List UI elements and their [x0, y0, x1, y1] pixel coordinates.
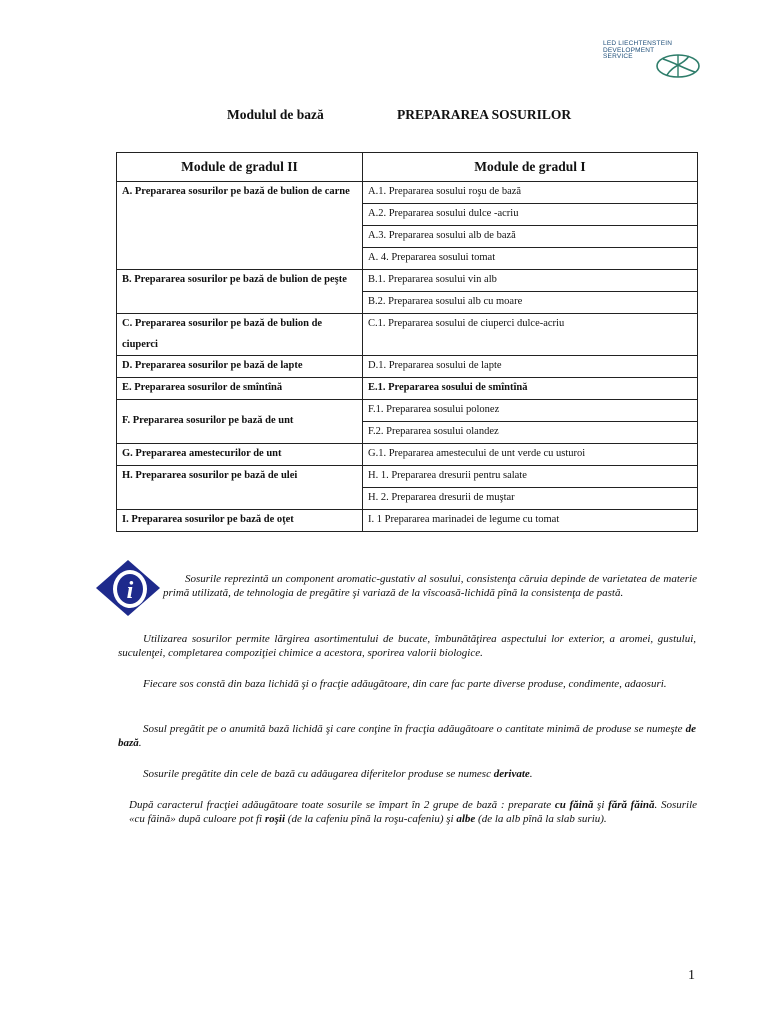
item-f1: F.1. Prepararea sosului polonez [363, 400, 698, 422]
paragraph-classification [129, 798, 697, 826]
group-b-label: B. Prepararea sosurilor pe bază de bulion de peşte [117, 270, 363, 314]
title-subject: PREPARAREA SOSURILOR [397, 107, 572, 122]
item-e1: E.1. Prepararea sosului de smîntînă [363, 378, 698, 400]
p4-term: de bază [118, 723, 696, 749]
table-row [117, 466, 698, 488]
item-b2: B.2. Prepararea sosului alb cu moare [363, 292, 698, 314]
group-a-label: A. Prepararea sosurilor pe bază de bulion de carne [117, 182, 363, 270]
group-d-label: D. Prepararea sosurilor pe bază de lapte [117, 356, 363, 378]
paragraph-definition: Sosurile reprezintă un component aromatic-gustativ al sosului, consistenţa căruia depinde de varietatea de materie primă utilizată, de tehnologia de pregătire şi variază de la vîscoasă-lichidă pînă la consistenţa de pastă. [163, 573, 697, 599]
svg-text:i: i [126, 578, 134, 604]
group-c-label: C. Prepararea sosurilor pe bază de bulion de ciuperci [117, 314, 363, 356]
item-d1: D.1. Prepararea sosului de lapte [363, 356, 698, 378]
item-a4: A. 4. Prepararea sosului tomat [363, 248, 698, 270]
paragraph-derived-sauce [118, 767, 696, 781]
page-number: 1 [688, 968, 695, 983]
logo-line-1: LED LIECHTENSTEIN [603, 40, 673, 47]
table-row [117, 400, 698, 422]
paragraph-usage: Utilizarea sosurilor permite lărgirea asortimentului de bucate, îmbunătăţirea aspectului lor exterior, a aromei, gustului, suculenţei, completarea compoziţiei chimice a acestora, sporirea valorii biologice. [118, 633, 696, 659]
header-grade-1: Module de gradul I [363, 153, 698, 182]
modules-table [116, 152, 698, 532]
table-row [117, 182, 698, 204]
paragraph-base-sauce [118, 722, 696, 750]
item-h2: H. 2. Prepararea dresurii de muştar [363, 488, 698, 510]
table-row [117, 378, 698, 400]
group-i-label: I. Prepararea sosurilor pe bază de oţet [117, 510, 363, 532]
p6-term-red: roşii [264, 813, 286, 825]
table-row [117, 510, 698, 532]
group-h-label: H. Prepararea sosurilor pe bază de ulei [117, 466, 363, 510]
p5-end: . [529, 768, 533, 780]
table-row [117, 444, 698, 466]
logo-line-3: SERVICE [603, 53, 633, 60]
info-icon [94, 558, 162, 618]
logo-line-2: DEVELOPMENT [603, 46, 655, 54]
item-i1: I. 1 Prepararea marinadei de legume cu tomat [363, 510, 698, 532]
p6-text-g: (de la cafeniu pînă la roşu-cafeniu) şi [285, 813, 457, 825]
table-row [117, 314, 698, 356]
paragraph-composition: Fiecare sos constă din baza lichidă şi o fracţie adăugătoare, din care fac parte diverse produse, condimente, adaosuri. [143, 678, 667, 690]
item-b1: B.1. Prepararea sosului vin alb [363, 270, 698, 292]
p5-term: derivate [493, 768, 530, 780]
item-h1: H. 1. Prepararea dresurii pentru salate [363, 466, 698, 488]
p4-end: . [138, 737, 142, 749]
item-a2: A.2. Prepararea sosului dulce -acriu [363, 204, 698, 226]
item-f2: F.2. Prepararea sosului olandez [363, 422, 698, 444]
group-f-label: F. Prepararea sosurilor pe bază de unt [117, 400, 363, 444]
p6-term-no-flour: fără făină [608, 799, 655, 811]
p6-text-c: şi [593, 799, 609, 811]
table-header-row [117, 153, 698, 182]
item-a1: A.1. Prepararea sosului roşu de bază [363, 182, 698, 204]
globe-icon [655, 53, 701, 79]
item-a3: A.3. Prepararea sosului alb de bază [363, 226, 698, 248]
table-row [117, 270, 698, 292]
group-e-label: E. Prepararea sosurilor de smîntînă [117, 378, 363, 400]
p6-text-a: După caracterul fracţiei adăugătoare toate sosurile se împart în 2 grupe de bază : preparate [129, 799, 555, 811]
item-g1: G.1. Prepararea amestecului de unt verde cu usturoi [363, 444, 698, 466]
p6-text-i: (de la alb pînă la slab suriu). [475, 813, 607, 825]
item-c1: C.1. Prepararea sosului de ciuperci dulce-acriu [363, 314, 698, 356]
table-row [117, 356, 698, 378]
logo-text [603, 40, 673, 61]
p6-term-flour: cu făină [554, 799, 594, 811]
p6-text-e: . Sosurile «cu făină» după culoare pot fi [129, 799, 698, 825]
p6-term-white: albe [456, 813, 476, 825]
led-logo [603, 41, 703, 81]
p4-text: Sosul pregătit pe o anumită bază lichidă şi care conţine în fracţia adăugătoare o cantitate minimă de produse se numeşte [143, 723, 686, 735]
p5-text: Sosurile pregătite din cele de bază cu adăugarea diferitelor produse se numesc [143, 768, 494, 780]
title-module: Modulul de bază [227, 107, 324, 122]
header-grade-2: Module de gradul II [117, 153, 363, 182]
group-g-label: G. Prepararea amestecurilor de unt [117, 444, 363, 466]
